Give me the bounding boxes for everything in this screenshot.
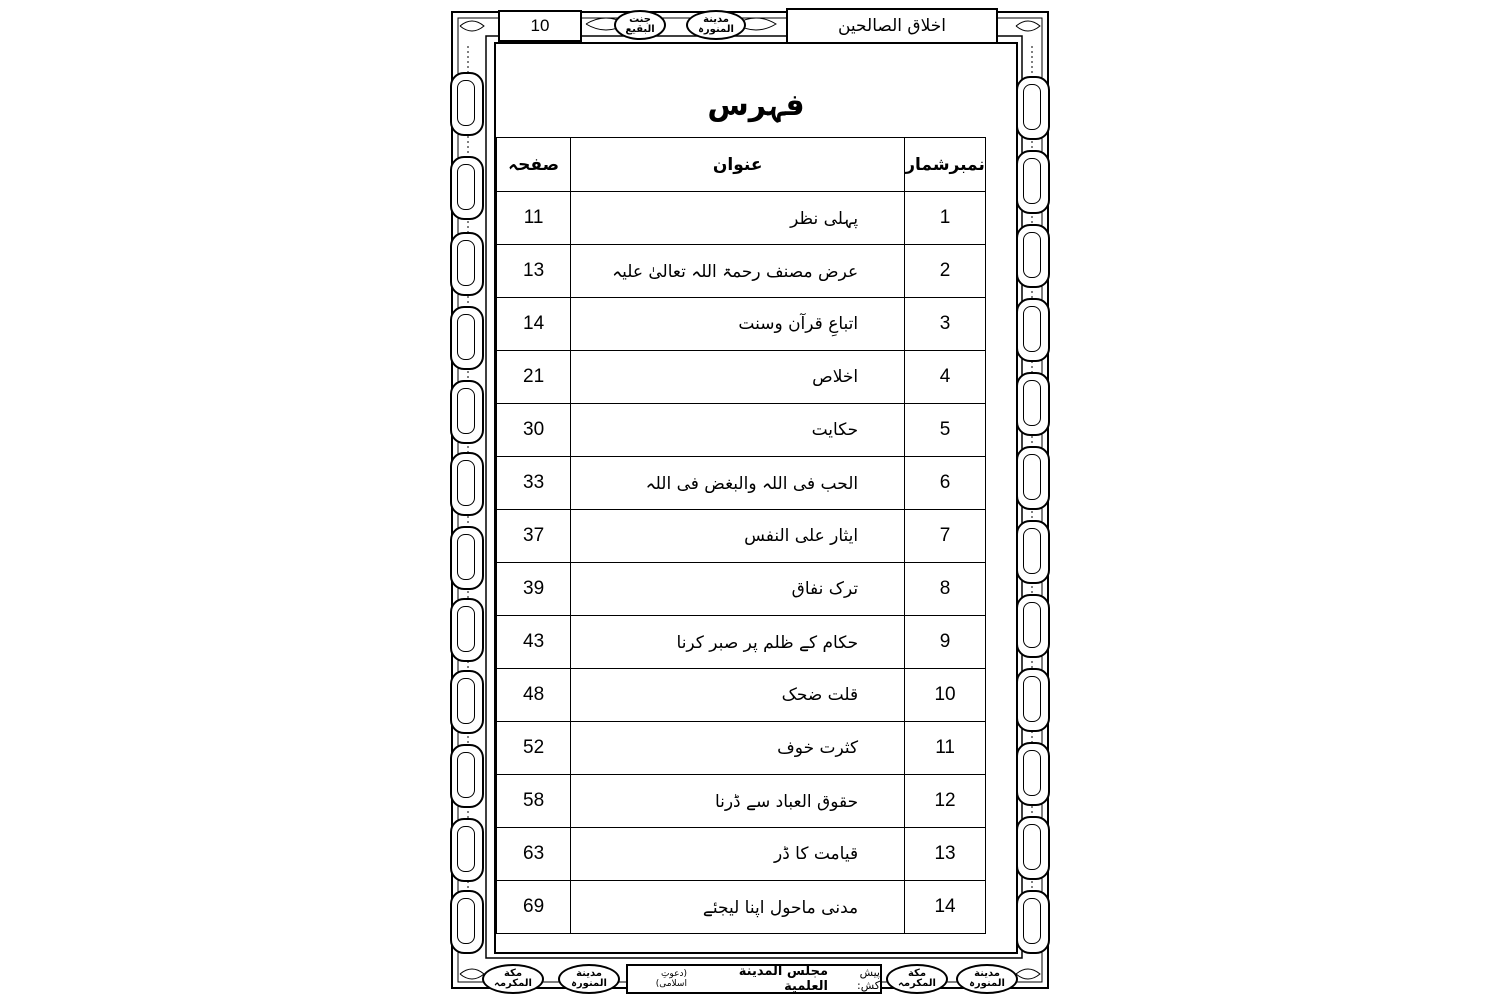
- table-row: [497, 404, 986, 457]
- table-row: [497, 298, 986, 351]
- page-number: 10: [498, 10, 582, 42]
- toc-entry-page: 48: [497, 669, 571, 722]
- toc-body: [497, 192, 986, 934]
- side-ornament: [450, 818, 484, 882]
- ornament-line: المنورہ: [571, 978, 607, 989]
- book-title: اخلاق الصالحین: [786, 8, 998, 44]
- side-ornament: [450, 156, 484, 220]
- footer-ornament: [956, 964, 1018, 994]
- side-ornament: [450, 72, 484, 136]
- table-header-row: [497, 138, 986, 192]
- table-row: [497, 563, 986, 616]
- side-ornament: [1016, 594, 1050, 658]
- toc-entry-title: قلت ضحک: [571, 669, 905, 722]
- toc-entry-number: 4: [905, 351, 986, 404]
- side-ornament: [450, 380, 484, 444]
- toc-entry-title: پہلی نظر: [571, 192, 905, 245]
- table-row: [497, 510, 986, 563]
- side-ornament: [1016, 150, 1050, 214]
- toc-entry-page: 13: [497, 245, 571, 298]
- header-ornament-left: [614, 10, 666, 40]
- toc-entry-page: 58: [497, 775, 571, 828]
- toc-entry-page: 69: [497, 881, 571, 934]
- column-header-number: نمبرشمار: [905, 138, 986, 192]
- toc-entry-title: حکایت: [571, 404, 905, 457]
- publisher-subtitle: (دعوتِ اسلامی): [655, 969, 687, 989]
- table-row: [497, 828, 986, 881]
- ornament-line: المکرمہ: [494, 978, 532, 989]
- publisher-label: پیش کش:: [857, 966, 880, 992]
- toc-entry-page: 11: [497, 192, 571, 245]
- table-row: [497, 775, 986, 828]
- table-row: [497, 881, 986, 934]
- side-ornament: [1016, 372, 1050, 436]
- side-ornament: [450, 890, 484, 954]
- toc-entry-title: کثرت خوف: [571, 722, 905, 775]
- ornament-line: مدینة: [576, 968, 602, 979]
- table-row: [497, 245, 986, 298]
- toc-entry-title: حقوق العباد سے ڈرنا: [571, 775, 905, 828]
- toc-entry-title: ترک نفاق: [571, 563, 905, 616]
- toc-entry-page: 33: [497, 457, 571, 510]
- side-ornament: [450, 526, 484, 590]
- toc-entry-title: مدنی ماحول اپنا لیجئے: [571, 881, 905, 934]
- toc-entry-number: 14: [905, 881, 986, 934]
- toc-entry-page: 63: [497, 828, 571, 881]
- table-row: [497, 351, 986, 404]
- side-ornament: [1016, 520, 1050, 584]
- toc-entry-title: عرض مصنف رحمۃ اللہ تعالیٰ علیہ: [571, 245, 905, 298]
- side-ornament: [1016, 668, 1050, 732]
- toc-entry-number: 5: [905, 404, 986, 457]
- side-ornament: [1016, 742, 1050, 806]
- footer-ornament: [482, 964, 544, 994]
- toc-table: [496, 137, 986, 934]
- toc-entry-number: 2: [905, 245, 986, 298]
- header-ornament-right: [686, 10, 746, 40]
- toc-entry-page: 21: [497, 351, 571, 404]
- ornament-line: مکة: [907, 968, 927, 979]
- publisher-name: مجلس المدینة العلمیة: [738, 964, 829, 994]
- toc-entry-title: اخلاص: [571, 351, 905, 404]
- toc-entry-page: 52: [497, 722, 571, 775]
- table-row: [497, 616, 986, 669]
- toc-entry-number: 6: [905, 457, 986, 510]
- ornament-line: جنت: [629, 14, 651, 25]
- side-ornament: [450, 744, 484, 808]
- ornament-line: المنورہ: [698, 24, 734, 35]
- toc-entry-number: 12: [905, 775, 986, 828]
- toc-entry-number: 9: [905, 616, 986, 669]
- side-ornament: [1016, 446, 1050, 510]
- ornament-line: المنورہ: [969, 978, 1005, 989]
- ornament-line: مدینة: [703, 14, 729, 25]
- publisher-credit: [626, 964, 882, 994]
- toc-entry-number: 13: [905, 828, 986, 881]
- toc-entry-title: الحب فی اللہ والبغض فی اللہ: [571, 457, 905, 510]
- side-ornament: [1016, 224, 1050, 288]
- toc-entry-number: 3: [905, 298, 986, 351]
- table-row: [497, 457, 986, 510]
- toc-entry-title: ایثار علی النفس: [571, 510, 905, 563]
- toc-entry-title: قیامت کا ڈر: [571, 828, 905, 881]
- toc-entry-page: 37: [497, 510, 571, 563]
- footer-ornament: [886, 964, 948, 994]
- toc-entry-title: حکام کے ظلم پر صبر کرنا: [571, 616, 905, 669]
- ornament-line: البقیع: [625, 24, 655, 35]
- toc-entry-number: 7: [905, 510, 986, 563]
- book-page: [446, 6, 1054, 994]
- toc-entry-page: 30: [497, 404, 571, 457]
- footer-ornament: [558, 964, 620, 994]
- column-header-page: صفحہ: [497, 138, 571, 192]
- toc-heading: فہرس: [707, 88, 805, 123]
- table-row: [497, 722, 986, 775]
- table-row: [497, 192, 986, 245]
- toc-entry-number: 10: [905, 669, 986, 722]
- table-row: [497, 669, 986, 722]
- ornament-line: مدینة: [974, 968, 1000, 979]
- side-ornament: [1016, 816, 1050, 880]
- toc-entry-page: 39: [497, 563, 571, 616]
- toc-entry-page: 14: [497, 298, 571, 351]
- toc-entry-title: اتباعِ قرآن وسنت: [571, 298, 905, 351]
- toc-entry-number: 11: [905, 722, 986, 775]
- toc-entry-number: 8: [905, 563, 986, 616]
- side-ornament: [450, 306, 484, 370]
- ornament-line: مکة: [503, 968, 523, 979]
- toc-entry-number: 1: [905, 192, 986, 245]
- ornament-line: المکرمہ: [898, 978, 936, 989]
- side-ornament: [450, 452, 484, 516]
- column-header-title: عنوان: [571, 138, 905, 192]
- side-ornament: [1016, 76, 1050, 140]
- side-ornament: [450, 232, 484, 296]
- side-ornament: [450, 670, 484, 734]
- side-ornament: [450, 598, 484, 662]
- side-ornament: [1016, 890, 1050, 954]
- toc-entry-page: 43: [497, 616, 571, 669]
- side-ornament: [1016, 298, 1050, 362]
